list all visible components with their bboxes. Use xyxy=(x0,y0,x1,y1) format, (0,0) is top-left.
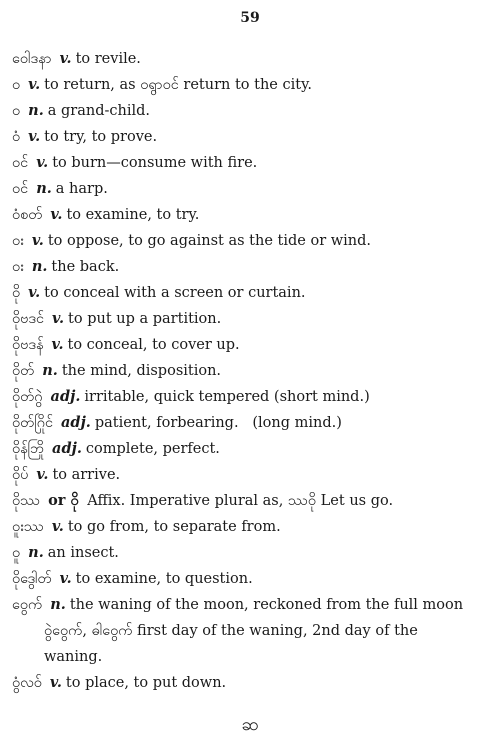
entry-pos: n. xyxy=(50,596,66,613)
entry-pos: v. xyxy=(28,76,41,93)
entry-pos: n. xyxy=(42,362,58,379)
entry-definition: to go from, to separate from. xyxy=(67,519,281,535)
page-number: 59 xyxy=(240,10,260,26)
dictionary-entry xyxy=(12,592,472,670)
dictionary-entry xyxy=(12,46,472,72)
dictionary-entry xyxy=(12,514,472,540)
dictionary-entry xyxy=(12,384,472,410)
dictionary-entry xyxy=(12,228,472,254)
entry-pos: v. xyxy=(36,466,49,483)
entry-headword: ဝင် xyxy=(12,181,29,197)
dictionary-entry xyxy=(12,72,472,98)
entry-headword: ဝိုတ် xyxy=(12,363,35,379)
entry-pos: v. xyxy=(59,50,72,67)
entry-headword: ဝေါဒနာ xyxy=(12,51,52,67)
entry-definition: to arrive. xyxy=(52,467,121,483)
dictionary-entry xyxy=(12,254,472,280)
entry-headword: ဝ xyxy=(12,77,21,93)
entry-pos: n. xyxy=(28,544,44,561)
entry-headword: ဝိုဗဒင် xyxy=(12,311,45,327)
entry-headword: ဝံ xyxy=(12,129,21,145)
entry-headword: ဝိုတ်ဂြိုင် xyxy=(12,415,54,431)
entry-definition: to place, to put down. xyxy=(65,675,227,691)
entry-headword: ဝို xyxy=(12,285,21,301)
footer-mark: ဆ xyxy=(241,714,259,735)
entry-definition: to burn—consume with fire. xyxy=(52,155,258,171)
entry-headword: ဝိုပ် xyxy=(12,467,29,483)
entry-pos: v. xyxy=(49,674,62,691)
entry-headword: ဝိုတ်ဂွဲ xyxy=(12,389,43,405)
dictionary-entry xyxy=(12,98,472,124)
entry-headword: ဝိုဒွေါတ် xyxy=(12,571,52,587)
dictionary-entry xyxy=(12,670,472,696)
entry-definition: irritable, quick tempered (short mind.) xyxy=(84,389,370,405)
entry-headword: ဝံစတ် xyxy=(12,207,43,223)
entry-pos: v. xyxy=(51,336,64,353)
entry-definition: to examine, to question. xyxy=(75,571,253,587)
dictionary-entry xyxy=(12,124,472,150)
entry-pos: v. xyxy=(52,310,65,327)
entry-definition: to try, to prove. xyxy=(44,129,158,145)
entry-definition: to conceal, to cover up. xyxy=(67,337,240,353)
entry-pos: adj. xyxy=(52,440,82,457)
entry-headword: ဝိုဿ xyxy=(12,493,41,509)
entry-pos: v. xyxy=(31,232,44,249)
entry-pos: v. xyxy=(50,206,63,223)
entry-headword: ဝး xyxy=(12,233,24,249)
entry-definition: to oppose, to go against as the tide or wind. xyxy=(47,233,372,249)
entry-pos: v. xyxy=(28,284,41,301)
entry-definition: Affix. Imperative plural as, ဿဝို Let us go. xyxy=(87,493,394,509)
dictionary-entry xyxy=(12,488,472,514)
entry-definition: to return, as ဝရွာဝင် return to the city. xyxy=(44,77,312,93)
entry-headword: ဝင် xyxy=(12,155,29,171)
entry-headword: ဝး xyxy=(12,259,24,275)
entry-pos: adj. xyxy=(50,388,81,405)
entry-headword: ဝိုန်ဘြို xyxy=(12,441,45,457)
entry-definition: to revile. xyxy=(75,51,141,67)
entry-headword: ဝူ xyxy=(12,545,21,561)
dictionary-entry xyxy=(12,306,472,332)
entry-pos: or ဝို xyxy=(48,492,79,509)
entry-pos: adj. xyxy=(61,414,91,431)
entry-headword: ဝွံလဝ် xyxy=(12,675,42,691)
entry-list xyxy=(12,46,472,696)
dictionary-entry xyxy=(12,566,472,592)
entry-definition: to put up a partition. xyxy=(68,311,222,327)
entry-pos: n. xyxy=(28,102,44,119)
entry-definition: the waning of the moon, reckoned from the full moon ဝွဲဝွေက်, ဓါဝွေက် first day of the waning, 2nd day of the waning. xyxy=(44,597,464,665)
dictionary-entry xyxy=(12,358,472,384)
entry-definition: to examine, to try. xyxy=(66,207,200,223)
entry-definition: a grand-child. xyxy=(47,103,151,119)
entry-pos: n. xyxy=(31,258,48,275)
entry-headword: ဝွေက် xyxy=(12,597,43,613)
entry-pos: n. xyxy=(36,180,52,197)
entry-headword: ဝူးဿ xyxy=(12,519,44,535)
entry-headword: ဝ xyxy=(12,103,21,119)
dictionary-entry xyxy=(12,436,472,462)
dictionary-entry xyxy=(12,202,472,228)
entry-pos: v. xyxy=(59,570,72,587)
dictionary-entry xyxy=(12,410,472,436)
entry-pos: v. xyxy=(51,518,64,535)
entry-definition: complete, perfect. xyxy=(85,441,220,457)
entry-definition: the mind, disposition. xyxy=(61,363,222,379)
entry-pos: v. xyxy=(28,128,41,145)
entry-definition: an insect. xyxy=(47,545,119,561)
entry-definition: a harp. xyxy=(55,181,108,197)
entry-definition: patient, forbearing. (long mind.) xyxy=(94,415,342,431)
dictionary-entry xyxy=(12,280,472,306)
dictionary-entry xyxy=(12,540,472,566)
entry-definition: the back. xyxy=(51,259,120,275)
dictionary-entry xyxy=(12,462,472,488)
entry-pos: v. xyxy=(36,154,49,171)
entry-definition: to conceal with a screen or curtain. xyxy=(44,285,306,301)
dictionary-entry xyxy=(12,176,472,202)
dictionary-entry xyxy=(12,150,472,176)
entry-headword: ဝိုဗဒန် xyxy=(12,337,44,353)
dictionary-entry xyxy=(12,332,472,358)
